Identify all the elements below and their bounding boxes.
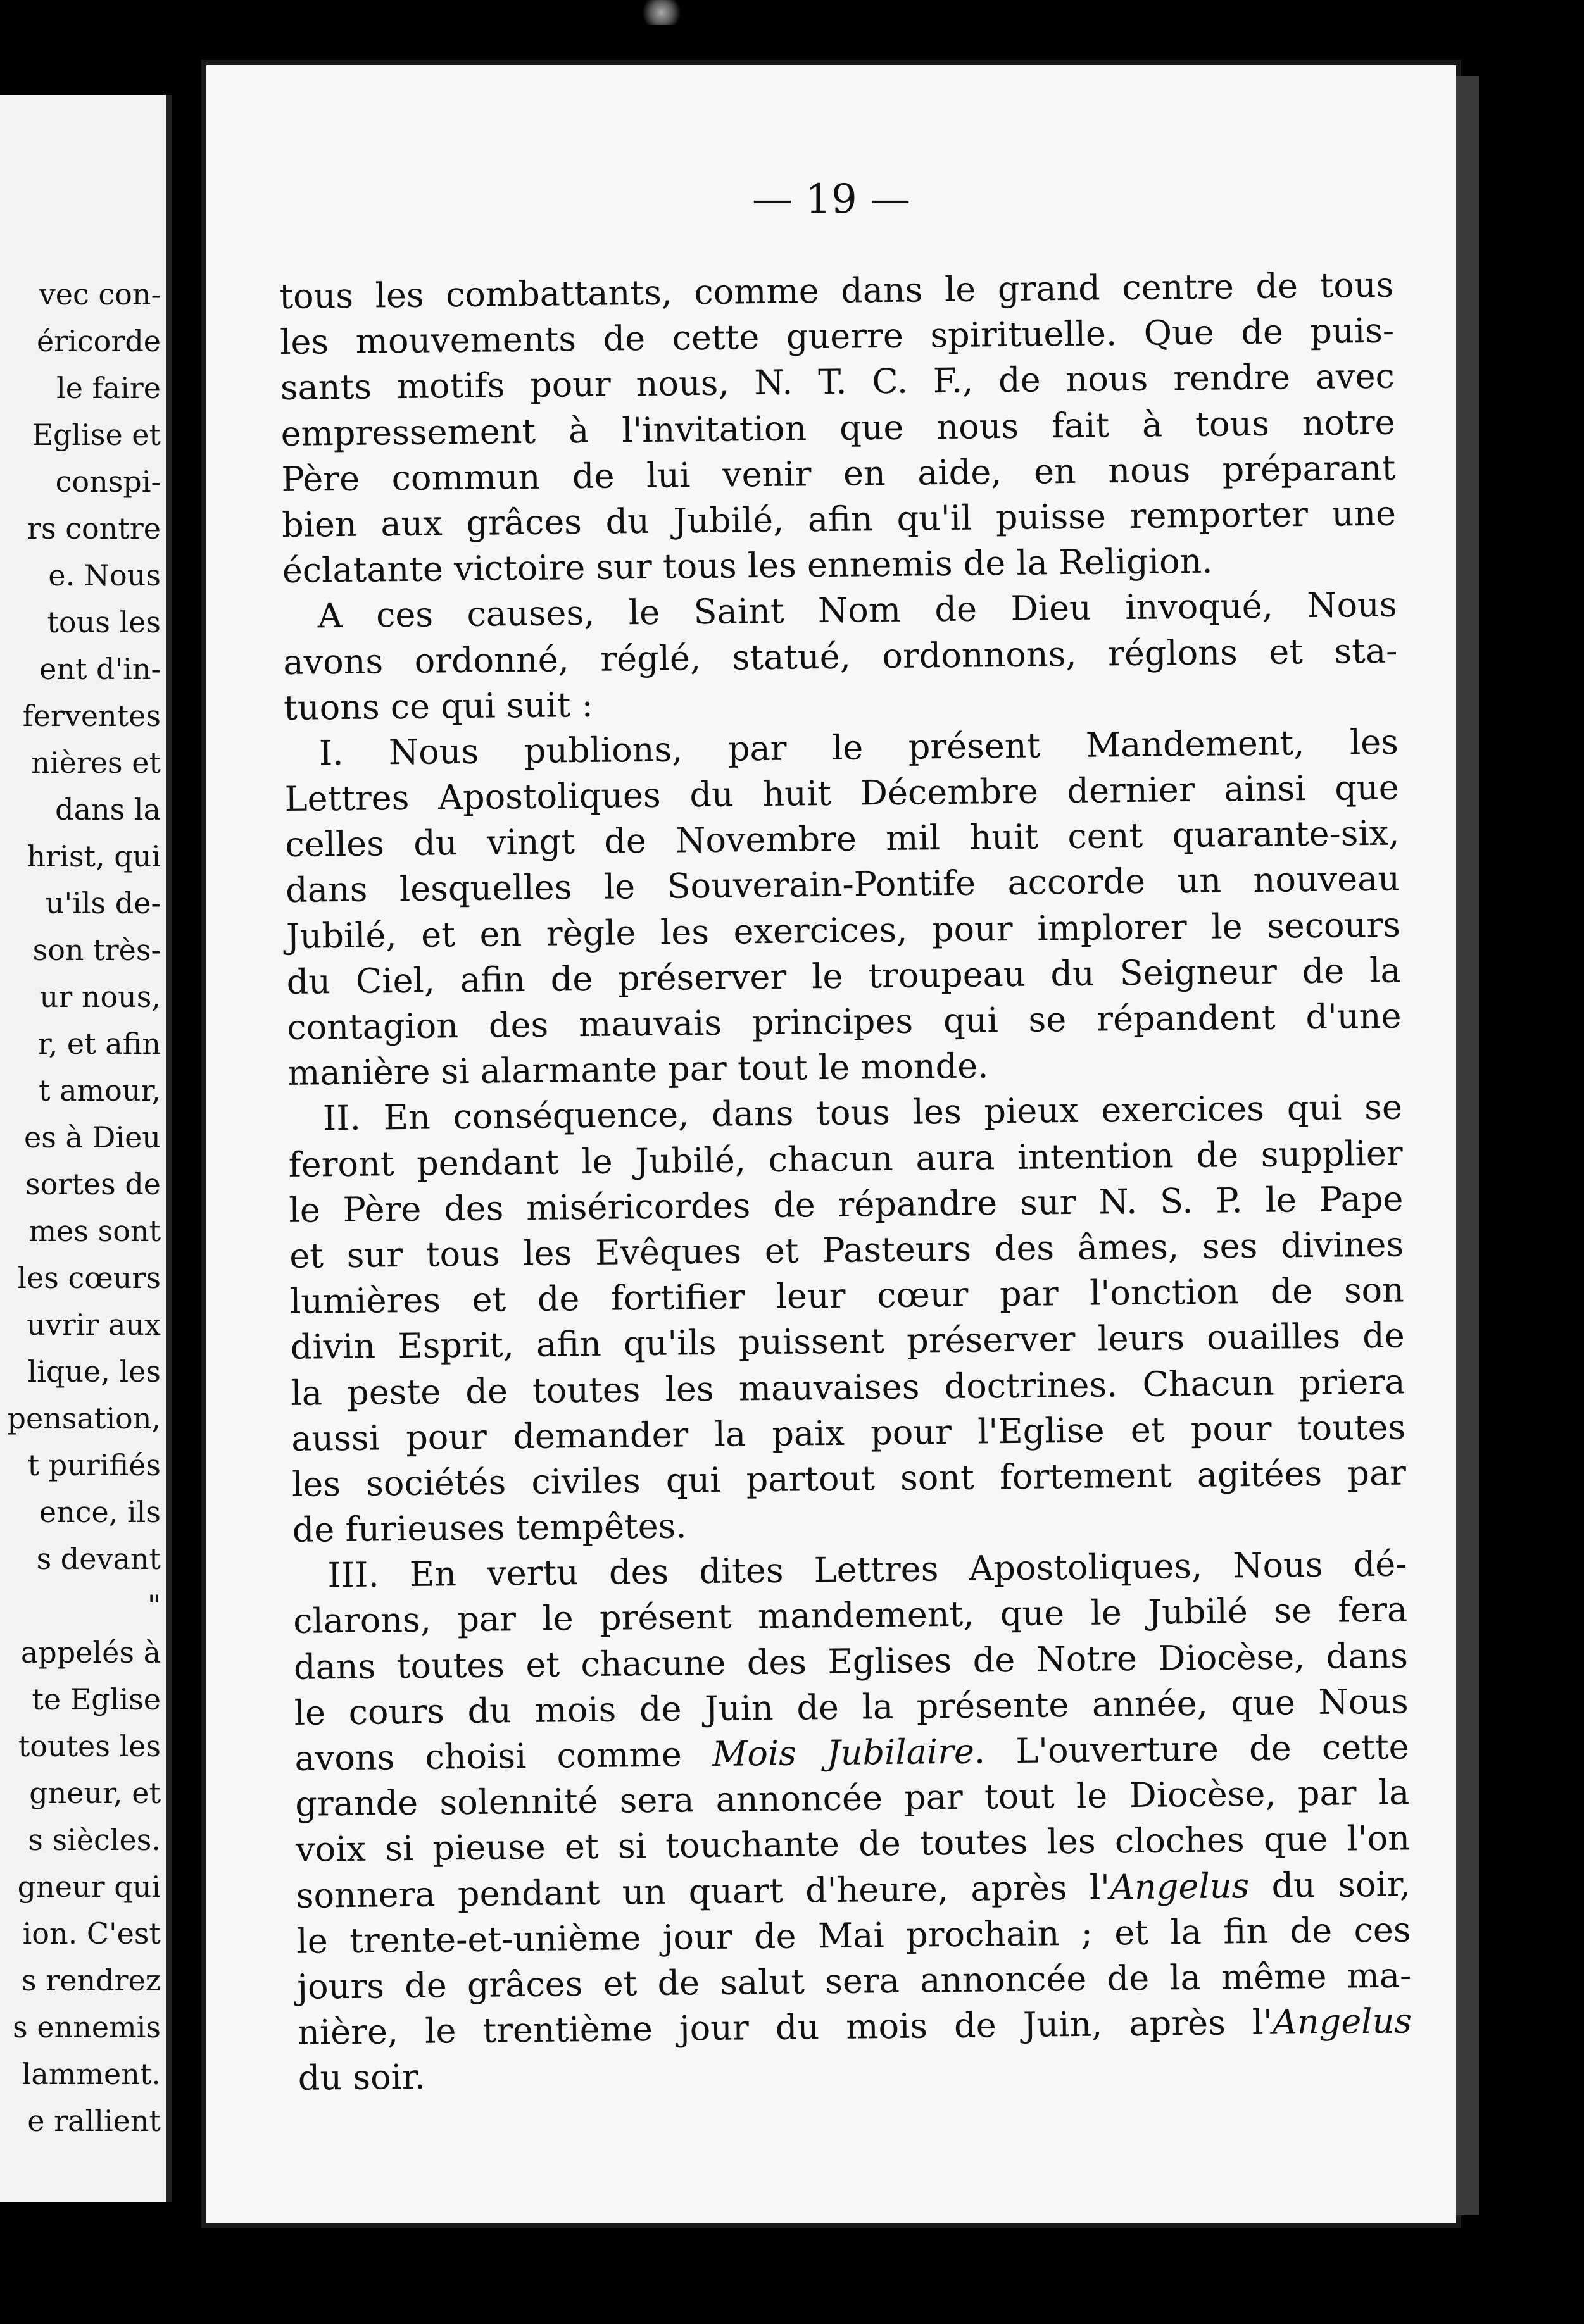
text-line: bien aux grâces du Jubilé, afin qu'il puisse remporter une [281,493,1397,545]
text-line: manière si alarmante par tout le monde. [287,1046,989,1094]
text-line: aussi pour demander la paix pour l'Eglise et pour toutes [291,1407,1406,1459]
left-page-line: s siècles. [28,1823,161,1857]
text-run: dans toutes et chacune des Eglises de Notre Diocèse, dans [293,1635,1409,1687]
left-page-line: t purifiés [27,1448,161,1482]
text-line: contagion des mauvais principes qui se répandent d'une [287,996,1402,1047]
left-page-line: ence, ils [39,1495,161,1529]
text-line: sants motifs pour nous, N. T. C. F., de nous rendre avec [280,356,1395,408]
left-page-line: dans la [55,792,161,827]
text-line: Lettres Apostoliques du huit Décembre dernier ainsi que [284,767,1399,820]
text-run: III. En vertu des dites Lettres Apostoliques, Nous dé- [327,1544,1407,1596]
left-page-line: ion. C'est [22,1916,161,1951]
text-run: sonnera pendant un quart d'heure, après l' [296,1866,1110,1916]
left-page-line: tous les [47,605,161,639]
text-run: voix si pieuse et si touchante de toutes les cloches que l'on [295,1818,1411,1870]
text-line: les mouvements de cette guerre spirituelle. Que de puis- [279,310,1395,363]
left-page-line: te Eglise [32,1682,161,1716]
text-run: le trente-et-unième jour de Mai prochain ; et la fin de ces [296,1909,1411,1961]
left-page-line: ur nous, [39,980,161,1014]
text-line: avons ordonné, réglé, statué, ordonnons, réglons et sta- [283,630,1398,682]
text-line: dans lesquelles le Souverain-Pontife accorde un nouveau [285,858,1400,911]
text-line: Père commun de lui venir en aide, en nous préparant [281,447,1396,499]
left-page-line: gneur, et [29,1776,161,1810]
left-page-line: pensation, [7,1401,161,1435]
left-page-line: Eglise et [32,418,161,452]
left-page-line: éricorde [36,324,161,358]
italic-term: Angelus [1109,1865,1250,1907]
left-page-line: le faire [56,371,161,405]
left-page-line: ferventes [22,699,161,733]
text-run: du soir. [298,2057,426,2099]
left-page-line: r, et afin [37,1027,161,1061]
left-page-line: ent d'in- [39,652,161,686]
left-page-line: appelés à [20,1635,161,1670]
text-line: Jubilé, et en règle les exercices, pour implorer le secours [286,904,1401,956]
text-line: feront pendant le Jubilé, chacun aura intention de supplier [288,1133,1403,1185]
text-line: et sur tous les Evêques et Pasteurs des âmes, ses divines [289,1224,1404,1276]
text-line: lumières et de fortifier leur cœur par l'onction de son [289,1270,1405,1322]
left-page-line: s rendrez [22,1963,161,1997]
left-page-line: t amour, [38,1073,161,1108]
left-page-line: u'ils de- [45,886,161,920]
left-page-line: rs contre [27,511,161,546]
text-line: II. En conséquence, dans tous les pieux exercices qui se [322,1087,1403,1139]
text-run: grande solennité sera annoncée par tout le Diocèse, par la [294,1772,1410,1825]
left-page-line: es à Dieu [24,1120,161,1154]
left-page-line: toutes les [18,1729,161,1763]
text-line: les sociétés civiles qui partout sont fortement agitées par [291,1452,1407,1504]
left-page-line: les cœurs [17,1261,161,1295]
text-line: empressement à l'invitation que nous fait à tous notre [280,402,1395,454]
left-page-line: s devant [36,1542,161,1576]
right-page [201,60,1461,2228]
text-run: du soir, [1248,1863,1411,1906]
italic-term: Mois Jubilaire [712,1731,975,1774]
left-page-line: e rallient [27,2104,161,2138]
scan-artifact [639,0,684,25]
left-page-line: s ennemis [13,2010,161,2044]
text-line: I. Nous publions, par le présent Mandement, les [318,722,1399,773]
text-line: tous les combattants, comme dans le grand centre de tous [279,265,1394,316]
left-page-line: mes sont [28,1214,161,1248]
page-edge [1456,76,1479,2215]
text-run: nière, le trentième jour du mois de Juin, après l' [297,2002,1273,2052]
text-line: de furieuses tempêtes. [292,1506,687,1550]
left-page-line: vec con- [39,277,161,311]
left-page-line: sortes de [25,1167,161,1201]
text-line: tuons ce qui suit : [283,684,594,728]
text-run: avons choisi comme [294,1734,713,1778]
text-run: . L'ouverture de cette [974,1727,1409,1771]
left-page-line: lamment. [22,2057,161,2091]
left-page-line: son très- [32,933,161,967]
left-page-line: gneur qui [17,1870,161,1904]
text-run: jours de grâces et de salut sera annoncée de la même ma- [297,1955,1412,2007]
left-page-line: conspi- [55,465,161,499]
text-line: le Père des miséricordes de répandre sur N. S. P. le Pape [289,1178,1404,1230]
left-page [0,95,172,2202]
page-number: — 19 — [751,176,911,223]
text-run: clarons, par le présent mandement, que le Jubilé se fera [292,1589,1408,1642]
italic-term: Angelus [1272,2001,1412,2042]
left-page-line: e. Nous [48,558,161,592]
left-page-line: nières et [31,746,161,780]
left-page-line: " [147,1589,161,1623]
text-line: celles du vingt de Novembre mil huit cent quarante-six, [285,813,1400,865]
left-page-line: hrist, qui [27,839,161,873]
text-line: la peste de toutes les mauvaises doctrines. Chacun priera [291,1361,1405,1413]
left-page-line: lique, les [27,1354,161,1389]
body-text [279,263,1412,2102]
left-page-line: uvrir aux [27,1308,161,1342]
text-run: le cours du mois de Juin de la présente année, que Nous [294,1681,1409,1733]
text-line: éclatante victoire sur tous les ennemis de la Religion. [282,540,1213,591]
left-page-text [0,271,161,2144]
text-line: du Ciel, afin de préserver le troupeau du Seigneur de la [286,950,1401,1002]
text-line: divin Esprit, afin qu'ils puissent préserver leurs ouailles de [290,1315,1405,1368]
text-line: A ces causes, le Saint Nom de Dieu invoqué, Nous [317,584,1397,636]
